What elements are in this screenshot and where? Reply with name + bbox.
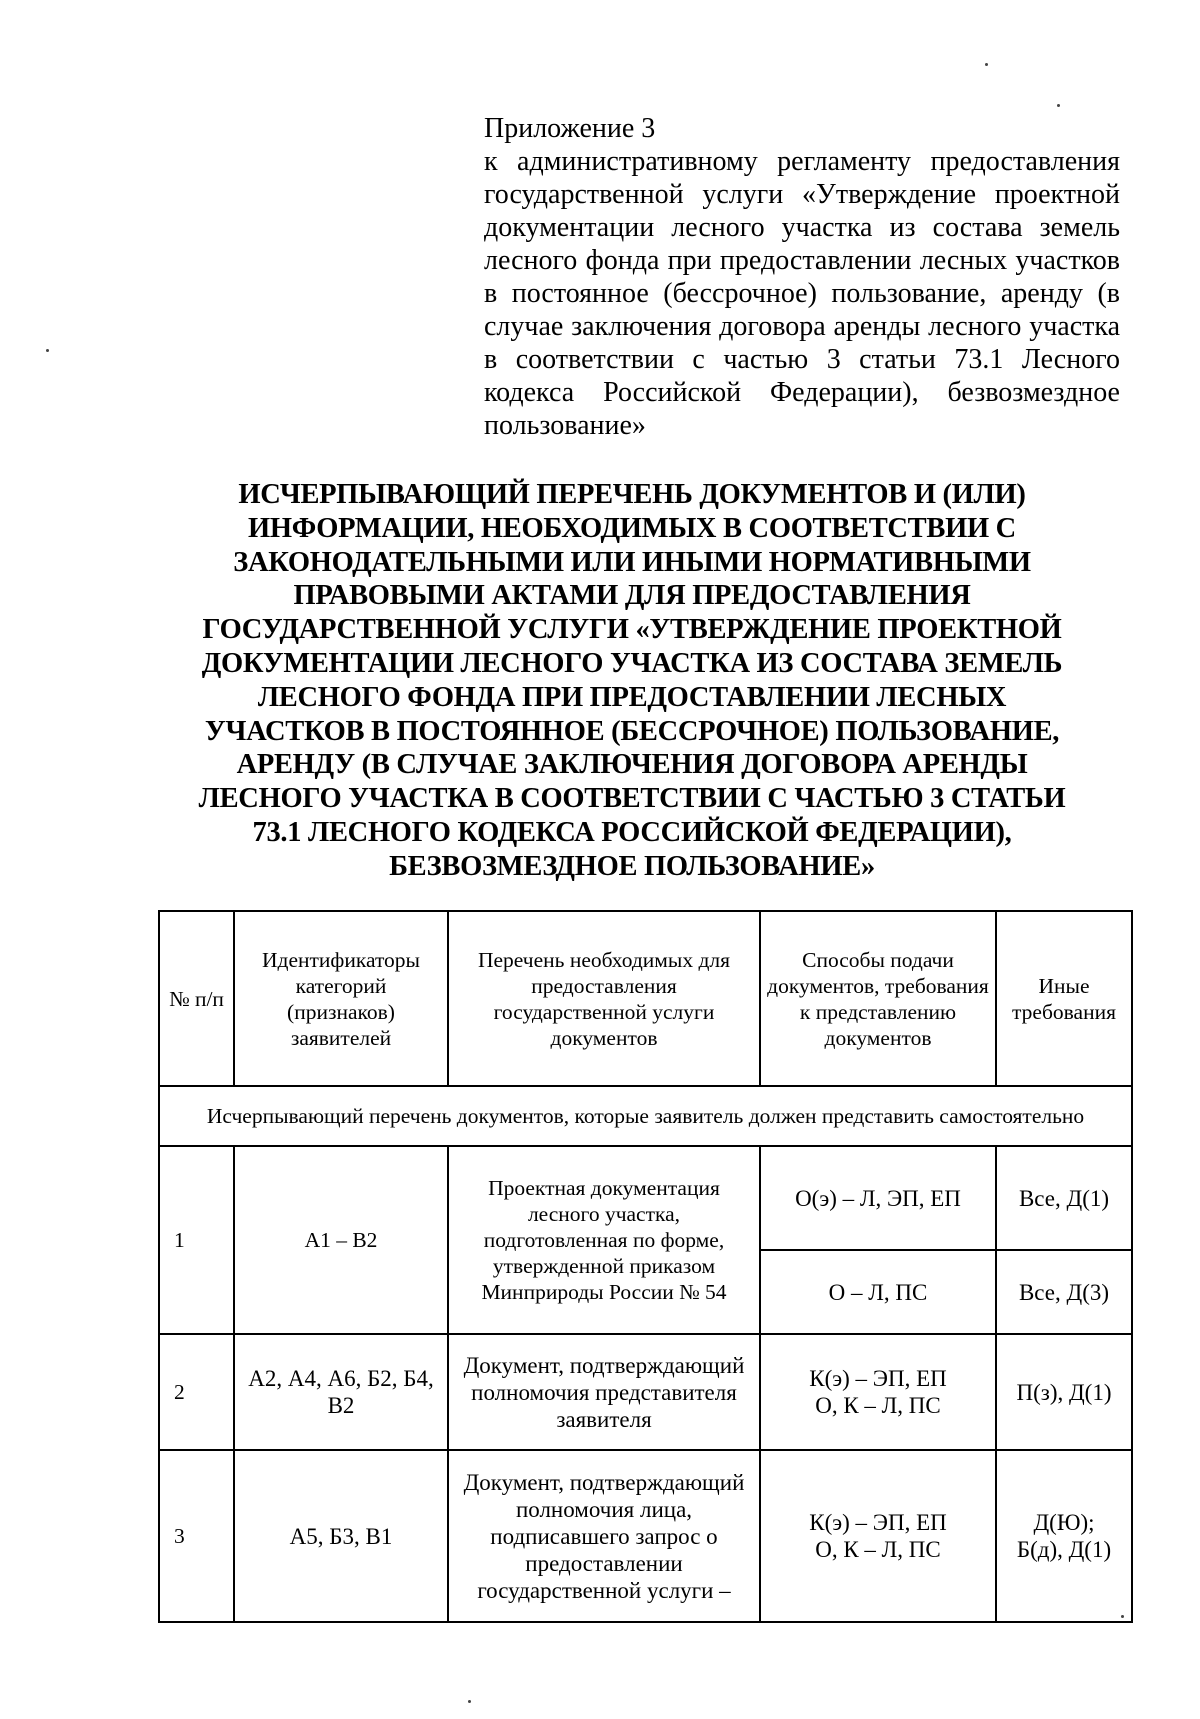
scan-speck [985, 63, 988, 66]
annex-text: к административному регламенту предоставления государственной услуги «Утверждение проектной документации лесного участка из состава земель лесного фонда при предоставлении лесных участков в постоянное (бессрочное) пользование, аренду (в случае заключения договора аренды лесного участка в соответствии с частью 3 статьи 73.1 Лесного кодекса Российской Федерации), безвозмездное пользование» [484, 146, 1120, 441]
row-number: 1 [159, 1146, 234, 1334]
documents-table [158, 910, 1133, 1623]
table-row [159, 1450, 1132, 1622]
row-number: 3 [159, 1450, 234, 1622]
row-other-requirement: Все, Д(1) [996, 1146, 1132, 1250]
title-line: ГОСУДАРСТВЕННОЙ УСЛУГИ «УТВЕРЖДЕНИЕ ПРОЕКТНОЙ [202, 614, 1062, 646]
scan-speck [46, 349, 49, 352]
row-number: 2 [159, 1334, 234, 1450]
row-applicant-ids: А1 – В2 [234, 1146, 448, 1334]
title-line: ЛЕСНОГО ФОНДА ПРИ ПРЕДОСТАВЛЕНИИ ЛЕСНЫХ [257, 681, 1007, 713]
title-line: БЕЗВОЗМЕЗДНОЕ ПОЛЬЗОВАНИЕ» [389, 850, 875, 882]
annex-title: Приложение 3 [484, 113, 656, 144]
title-line: ИНФОРМАЦИИ, НЕОБХОДИМЫХ В СООТВЕТСТВИИ С [248, 512, 1016, 544]
row-submission-methods [760, 1450, 996, 1622]
annex-header [484, 112, 1120, 442]
header-documents: Перечень необходимых для предоставления государственной услуги документов [448, 911, 760, 1086]
row-document: Проектная документация лесного участка, подготовленная по форме, утвержденной приказом Минприроды России № 54 [448, 1146, 760, 1334]
title-line: УЧАСТКОВ В ПОСТОЯННОЕ (БЕССРОЧНОЕ) ПОЛЬЗОВАНИЕ, [204, 715, 1060, 747]
title-line: ПРАВОВЫМИ АКТАМИ ДЛЯ ПРЕДОСТАВЛЕНИЯ [293, 580, 971, 612]
row-document: Документ, подтверждающий полномочия лица, подписавшего запрос о предоставлении государственной услуги – [448, 1450, 760, 1622]
row-document: Документ, подтверждающий полномочия представителя заявителя [448, 1334, 760, 1450]
title-line: АРЕНДУ (В СЛУЧАЕ ЗАКЛЮЧЕНИЯ ДОГОВОРА АРЕНДЫ [236, 749, 1028, 781]
header-applicant-ids: Идентификаторы категорий (признаков) заявителей [234, 911, 448, 1086]
header-submission-methods: Способы подачи документов, требования к представлению документов [760, 911, 996, 1086]
section-title: Исчерпывающий перечень документов, которые заявитель должен представить самостоятельно [159, 1086, 1132, 1146]
submission-method-line: О, К – Л, ПС [815, 1393, 941, 1418]
row-other-requirement: П(з), Д(1) [996, 1334, 1132, 1450]
table-header-row [159, 911, 1132, 1086]
header-other-requirements: Иные требования [996, 911, 1132, 1086]
submission-method-line: О, К – Л, ПС [815, 1537, 941, 1562]
header-number: № п/п [159, 911, 234, 1086]
table-row [159, 1146, 1132, 1250]
title-line: 73.1 ЛЕСНОГО КОДЕКСА РОССИЙСКОЙ ФЕДЕРАЦИИ), [252, 816, 1012, 848]
title-line: ЛЕСНОГО УЧАСТКА В СООТВЕТСТВИИ С ЧАСТЬЮ 3 СТАТЬИ [198, 783, 1066, 815]
row-other-requirements [996, 1450, 1132, 1622]
row-other-requirement: Все, Д(3) [996, 1250, 1132, 1334]
other-requirement-line: Б(д), Д(1) [1016, 1537, 1112, 1562]
submission-method-line: К(э) – ЭП, ЕП [809, 1366, 947, 1391]
title-line: ЗАКОНОДАТЕЛЬНЫМИ ИЛИ ИНЫМИ НОРМАТИВНЫМИ [233, 546, 1031, 578]
other-requirement-line: Д(Ю); [1033, 1510, 1095, 1535]
row-submission-method: О – Л, ПС [760, 1250, 996, 1334]
row-submission-method: О(э) – Л, ЭП, ЕП [760, 1146, 996, 1250]
row-submission-methods [760, 1334, 996, 1450]
section-row [159, 1086, 1132, 1146]
scan-speck [468, 1700, 471, 1703]
document-title [150, 478, 1114, 884]
row-applicant-ids: А5, Б3, В1 [234, 1450, 448, 1622]
title-line: ДОКУМЕНТАЦИИ ЛЕСНОГО УЧАСТКА ИЗ СОСТАВА ЗЕМЕЛЬ [201, 647, 1063, 679]
submission-method-line: К(э) – ЭП, ЕП [809, 1510, 947, 1535]
table-row [159, 1334, 1132, 1450]
row-applicant-ids: А2, А4, А6, Б2, Б4, В2 [234, 1334, 448, 1450]
title-line: ИСЧЕРПЫВАЮЩИЙ ПЕРЕЧЕНЬ ДОКУМЕНТОВ И (ИЛИ) [238, 479, 1026, 510]
scan-speck [1057, 104, 1060, 107]
